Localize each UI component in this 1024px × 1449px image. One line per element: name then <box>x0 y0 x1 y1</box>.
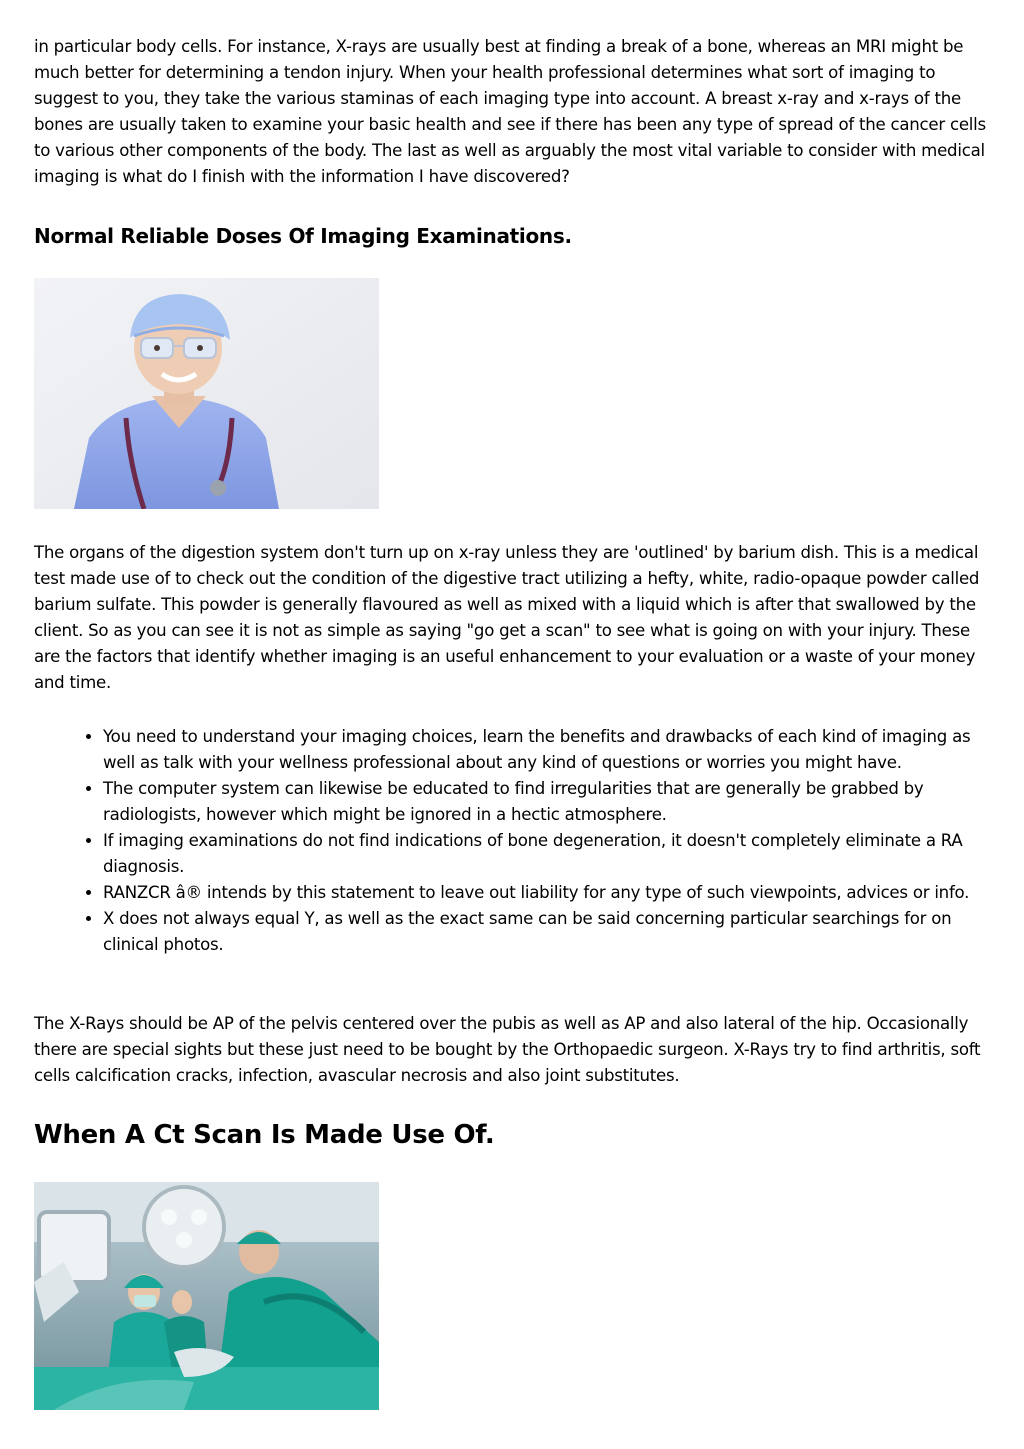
list-item: • RANZCR â® intends by this statement to leave out liability for any type of such viewpoints, advices or info. <box>103 880 994 906</box>
bullet-list <box>34 724 994 958</box>
nurse-image <box>34 278 379 509</box>
list-item: • You need to understand your imaging choices, learn the benefits and drawbacks of each kind of imaging as well as talk with your wellness professional about any kind of questions or worries you might have. <box>103 724 994 776</box>
section-heading-ct-scan: When A Ct Scan Is Made Use Of. <box>34 1120 495 1150</box>
section-heading-doses: Normal Reliable Doses Of Imaging Examinations. <box>34 224 572 248</box>
paragraph-barium: The organs of the digestion system don't turn up on x-ray unless they are 'outlined' by barium dish. This is a medical test made use of to check out the condition of the digestive tract utilizing a hefty, white, radio-opaque powder called barium sulfate. This powder is generally flavoured as well as mixed with a liquid which is after that swallowed by the client. So as you can see it is not as simple as saying "go get a scan" to see what is going on with your injury. These are the factors that identify whether imaging is an useful enhancement to your evaluation or a waste of your money and time. <box>34 543 980 692</box>
list-item: • The computer system can likewise be educated to find irregularities that are generally be grabbed by radiologists, however which might be ignored in a hectic atmosphere. <box>103 776 994 828</box>
nurse-photo <box>34 278 379 509</box>
intro-paragraph: in particular body cells. For instance, X-rays are usually best at finding a break of a bone, whereas an MRI might be much better for determining a tendon injury. When your health professional determines what sort of imaging to suggest to you, they take the various staminas of each imaging type into account. A breast x-ray and x-rays of the bones are usually taken to examine your basic health and see if there has been any type of spread of the cancer cells to various other components of the body. The last as well as arguably the most vital variable to consider with medical imaging is what do I finish with the information I have discovered? <box>34 37 986 186</box>
paragraph-xrays: The X-Rays should be AP of the pelvis centered over the pubis as well as AP and also lateral of the hip. Occasionally there are special sights but these just need to be bought by the Orthopaedic surgeon. X-Rays try to find arthritis, soft cells calcification cracks, infection, avascular necrosis and also joint substitutes. <box>34 1014 981 1085</box>
surgery-photo <box>34 1182 379 1410</box>
list-item: • X does not always equal Y, as well as the exact same can be said concerning particular searchings for on clinical photos. <box>103 906 994 958</box>
list-item: • If imaging examinations do not find indications of bone degeneration, it doesn't completely eliminate a RA diagnosis. <box>103 828 994 880</box>
surgery-image <box>34 1182 379 1410</box>
